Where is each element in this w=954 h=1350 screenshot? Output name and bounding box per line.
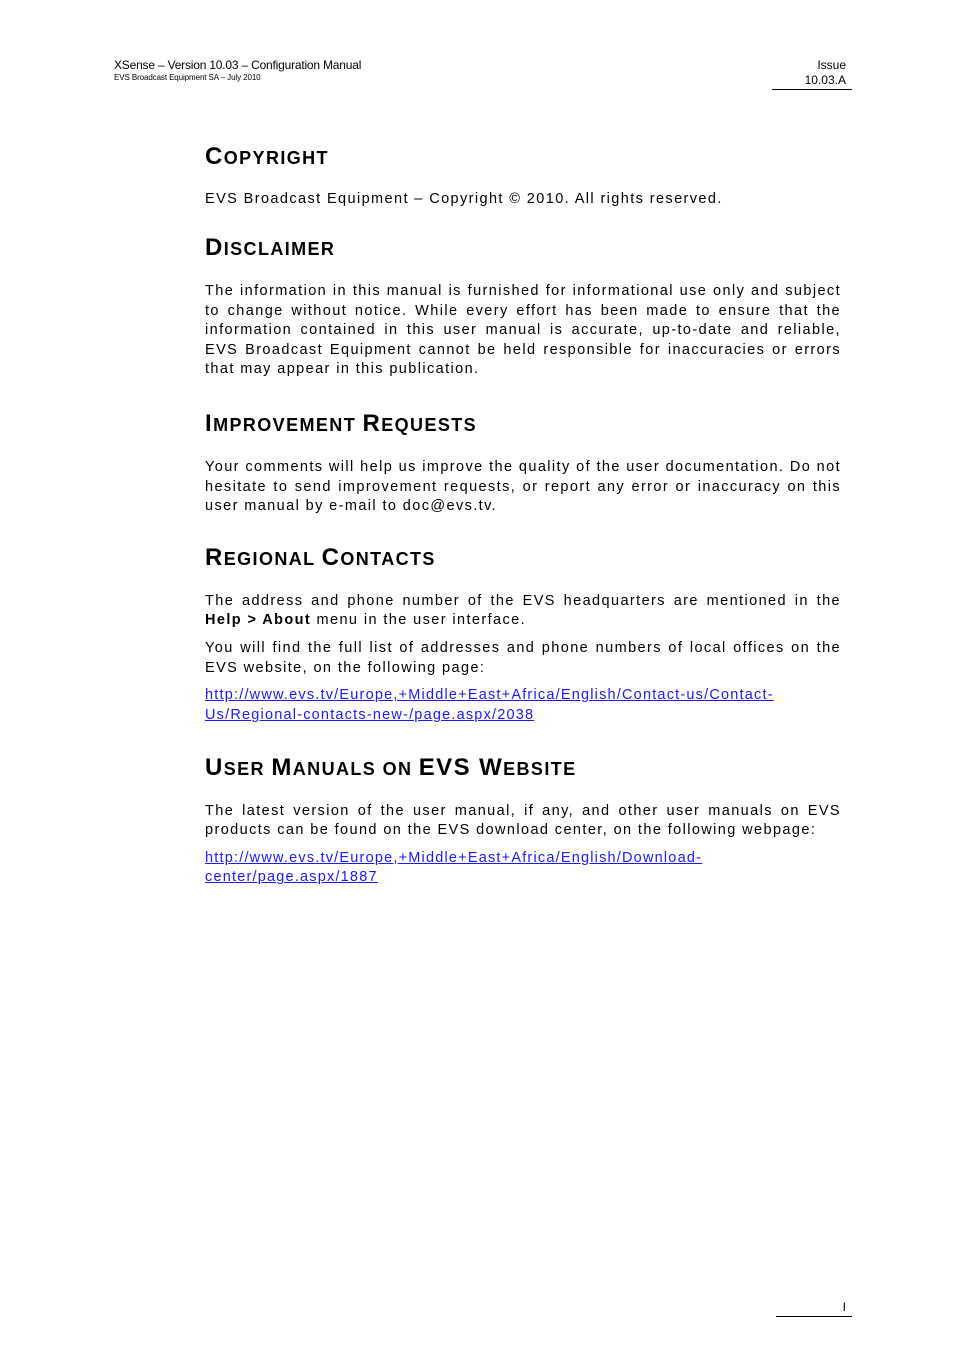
regional-link-line-1[interactable]: http://www.evs.tv/Europe,+Middle+East+Africa/English/Contact-us/Contact- bbox=[205, 687, 774, 704]
issue-block bbox=[772, 58, 852, 90]
page-footer bbox=[776, 1298, 852, 1317]
document-subtitle: EVS Broadcast Equipment SA – July 2010 bbox=[114, 73, 261, 82]
heading-copyright: COPYRIGHT bbox=[205, 143, 329, 170]
issue-value: 10.03.A bbox=[772, 73, 852, 90]
download-center-link[interactable] bbox=[205, 849, 841, 889]
disclaimer-text: The information in this manual is furnished for informational use only and subject to change without notice. While every effort has been made to ensure that the information contained in this user manual is accurate, up-to-date and reliable, EVS Broadcast Equipment cannot be held responsible for inaccuracies or errors that may appear in this publication. bbox=[205, 283, 841, 378]
regional-text-2: You will find the full list of addresses and phone numbers of local offices on the EVS website, on the following page: bbox=[205, 640, 841, 676]
heading-user-manuals: USER MANUALS ON EVS WEBSITE bbox=[205, 753, 577, 781]
download-link-line-2[interactable]: center/page.aspx/1887 bbox=[205, 869, 378, 886]
page-content bbox=[205, 143, 841, 888]
regional-contacts-link[interactable] bbox=[205, 686, 841, 726]
page-number: I bbox=[842, 1300, 846, 1314]
document-title: XSense – Version 10.03 – Configuration Manual bbox=[114, 58, 362, 72]
manuals-text: The latest version of the user manual, if any, and other user manuals on EVS products can be found on the EVS download center, on the following webpage: bbox=[205, 802, 841, 839]
regional-link-line-2[interactable]: Us/Regional-contacts-new-/page.aspx/2038 bbox=[205, 707, 535, 724]
heading-improvement-requests: IMPROVEMENT REQUESTS bbox=[205, 410, 478, 438]
issue-label: Issue bbox=[817, 58, 846, 72]
download-link-line-1[interactable]: http://www.evs.tv/Europe,+Middle+East+Africa/English/Download- bbox=[205, 849, 703, 866]
heading-disclaimer: DISCLAIMER bbox=[205, 234, 336, 262]
heading-regional-contacts: REGIONAL CONTACTS bbox=[205, 543, 436, 571]
regional-text-1: The address and phone number of the EVS headquarters are mentioned in the Help > About menu in the user interface. bbox=[205, 592, 841, 629]
copyright-text: EVS Broadcast Equipment – Copyright © 2010. All rights reserved. bbox=[205, 191, 723, 207]
improvement-text: Your comments will help us improve the quality of the user documentation. Do not hesitate to send improvement requests, or report any error or inaccuracy on this user manual by e-mail to doc@evs.tv. bbox=[205, 459, 841, 515]
page-header bbox=[114, 58, 361, 83]
